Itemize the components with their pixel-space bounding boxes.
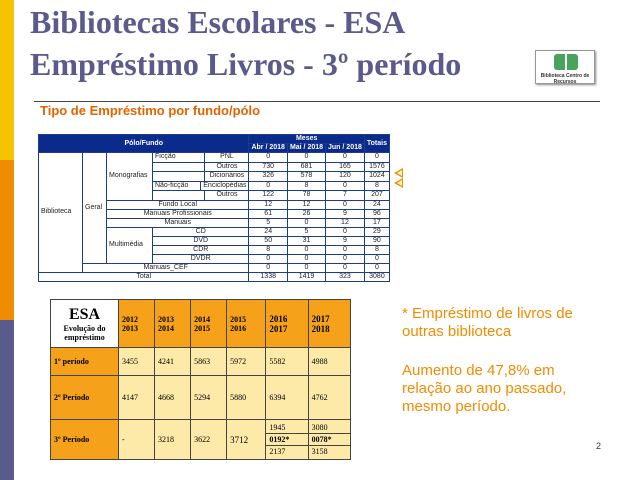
cell-value: 29: [364, 227, 389, 236]
cell-monografias: Monografias: [107, 153, 153, 201]
cell-value: 7: [326, 191, 365, 201]
cell-esa-header: [51, 300, 119, 348]
cell-value: 5294: [191, 376, 227, 420]
cell-value: 1576: [364, 162, 389, 172]
cell-value: 0: [326, 245, 365, 254]
cell-value: 0: [326, 227, 365, 236]
year-header: 2012 2013: [119, 300, 155, 348]
cell-value: 730: [249, 162, 287, 172]
title-divider: [34, 101, 600, 102]
cell-value: 8: [249, 245, 287, 254]
year-header: 2015 2016: [227, 300, 266, 348]
side-bar-yellow: [0, 0, 14, 160]
slide-title-line2: Empréstimo Livros - 3º período: [30, 46, 462, 82]
table-row: [51, 376, 351, 420]
cell-value: 681: [287, 162, 325, 172]
cell-value: 61: [249, 209, 287, 218]
side-bar-orange: [0, 160, 14, 320]
row-label: 2º Período: [51, 376, 119, 420]
row-label: Fundo Local: [107, 200, 249, 209]
cell-value: 323: [326, 272, 365, 281]
table-row: [39, 263, 390, 272]
cell-value: 96: [364, 209, 389, 218]
cell-value: 12: [287, 200, 325, 209]
cell-value-stack: 1945 0192* 2137: [266, 420, 308, 460]
cell-value: 5: [249, 218, 287, 227]
cell-value: 50: [249, 236, 287, 245]
cell-value: -: [119, 420, 155, 460]
header-mai: Mai / 2018: [287, 144, 325, 153]
cell-value: 5582: [266, 348, 308, 376]
cell-value: 78: [287, 191, 325, 201]
cell-value: 8: [364, 181, 389, 191]
cell-value: 3218: [155, 420, 191, 460]
library-logo: [535, 50, 595, 84]
cell-value: 0: [249, 254, 287, 263]
cell-value: 5972: [227, 348, 266, 376]
cell-value: 4668: [155, 376, 191, 420]
cell-value: 0: [249, 181, 287, 191]
cell-value: 26: [287, 209, 325, 218]
page-number: 2: [596, 441, 602, 451]
cell-value: 9: [326, 209, 365, 218]
cell-value: 0: [249, 263, 287, 272]
row-label: CDR: [152, 245, 248, 254]
cell-value: 0: [287, 263, 325, 272]
row-label: DVDR: [152, 254, 248, 263]
cell-value: 5: [287, 227, 325, 236]
table-row-total: [39, 272, 390, 281]
cell-value: 0: [326, 153, 365, 163]
cell-value: 31: [287, 236, 325, 245]
row-label: Total: [39, 272, 249, 281]
cell-value: 5863: [191, 348, 227, 376]
year-header: 2017 2018: [308, 300, 350, 348]
row-label: Outros: [216, 191, 238, 199]
evolution-table: [50, 299, 351, 460]
cell-value: 6394: [266, 376, 308, 420]
row-label: 3º Período: [51, 420, 119, 460]
cell-biblioteca: Biblioteca: [39, 153, 83, 273]
cell-value: 0: [287, 153, 325, 163]
table-row: [39, 153, 390, 163]
cell-value: 0: [287, 245, 325, 254]
cell-value: 4241: [155, 348, 191, 376]
cell-value: 24: [249, 227, 287, 236]
logo-text: Biblioteca Centro de Recursos: [540, 73, 590, 85]
cell-value: 1338: [249, 272, 287, 281]
cell-value: 0: [287, 254, 325, 263]
cell-value: 0: [364, 263, 389, 272]
row-label: DVD: [152, 236, 248, 245]
cell-value: 0: [249, 153, 287, 163]
cell-value: 122: [249, 191, 287, 201]
row-label: Manuais_CEF: [83, 263, 249, 272]
year-header: 2014 2015: [191, 300, 227, 348]
note-other-libraries: * Empréstimo de livros de outras biblioteca: [402, 305, 573, 340]
row-label: Manuais Profissionais: [107, 209, 249, 218]
section-subtitle: Tipo de Empréstimo por fundo/pólo: [40, 103, 261, 118]
esa-sublabel: Evolução do empréstimo: [63, 323, 106, 342]
slide-title-line1: Bibliotecas Escolares - ESA: [30, 4, 406, 40]
header-jun: Jun / 2018: [326, 144, 365, 153]
loan-type-table: [38, 134, 390, 282]
cell-value: 1024: [364, 172, 389, 182]
cell-value: 12: [249, 200, 287, 209]
cell-value: 0: [364, 153, 389, 163]
cell-value: 4762: [308, 376, 350, 420]
cell-value: 0: [326, 200, 365, 209]
cell-value: 3622: [191, 420, 227, 460]
cell-value-stack: 3080 0078* 3158: [308, 420, 350, 460]
cell-value: 5880: [227, 376, 266, 420]
table-row: [51, 420, 351, 460]
arrow-left-icon: [394, 178, 403, 188]
cell-value: 24: [364, 200, 389, 209]
book-icon: [554, 54, 578, 70]
row-label: Outros: [216, 162, 238, 170]
row-label: Manuais: [107, 218, 249, 227]
cell-value: 120: [326, 172, 365, 182]
note-increase: Aumento de 47,8% em relação ao ano passado, mesmo período.: [402, 362, 567, 415]
header-polo: Pólo/Fundo: [39, 135, 249, 153]
year-header: 2016 2017: [266, 300, 308, 348]
cell-value: 0: [326, 263, 365, 272]
arrow-left-icon: [394, 168, 403, 178]
header-meses: Meses: [249, 135, 364, 144]
table-row: [51, 348, 351, 376]
row-label: CD: [152, 227, 248, 236]
cell-multimedia: Multimédia: [107, 227, 153, 263]
side-bar-navy: [0, 320, 14, 480]
cell-value: 9: [326, 236, 365, 245]
year-header: 2013 2014: [155, 300, 191, 348]
cell-value: 3455: [119, 348, 155, 376]
cell-value: 1419: [287, 272, 325, 281]
row-label: Dicionários: [209, 172, 245, 180]
cell-value: 326: [249, 172, 287, 182]
cell-value: 0: [326, 181, 365, 191]
cell-value: 90: [364, 236, 389, 245]
cell-value: 0: [326, 254, 365, 263]
cell-value: 3712: [227, 420, 266, 460]
cell-value: 578: [287, 172, 325, 182]
cell-value: 165: [326, 162, 365, 172]
cell-value: 8: [287, 181, 325, 191]
row-label: Enciclopédias: [203, 181, 247, 189]
cell-ficcao: Ficção: [153, 153, 205, 162]
cell-value: 12: [326, 218, 365, 227]
cell-value: 8: [364, 245, 389, 254]
cell-value: 17: [364, 218, 389, 227]
header-totais: Totais: [364, 135, 389, 153]
row-label: 1º período: [51, 348, 119, 376]
cell-geral: Geral: [83, 153, 107, 264]
cell-value: 4147: [119, 376, 155, 420]
row-label: PNL: [220, 153, 234, 161]
cell-value: 207: [364, 191, 389, 201]
header-abr: Abr / 2018: [249, 144, 287, 153]
esa-label: ESA: [68, 305, 101, 323]
cell-value: 4988: [308, 348, 350, 376]
cell-value: 0: [364, 254, 389, 263]
cell-value: 3080: [364, 272, 389, 281]
cell-nao-ficcao: Não-ficção: [153, 182, 201, 191]
cell-value: 0: [287, 218, 325, 227]
